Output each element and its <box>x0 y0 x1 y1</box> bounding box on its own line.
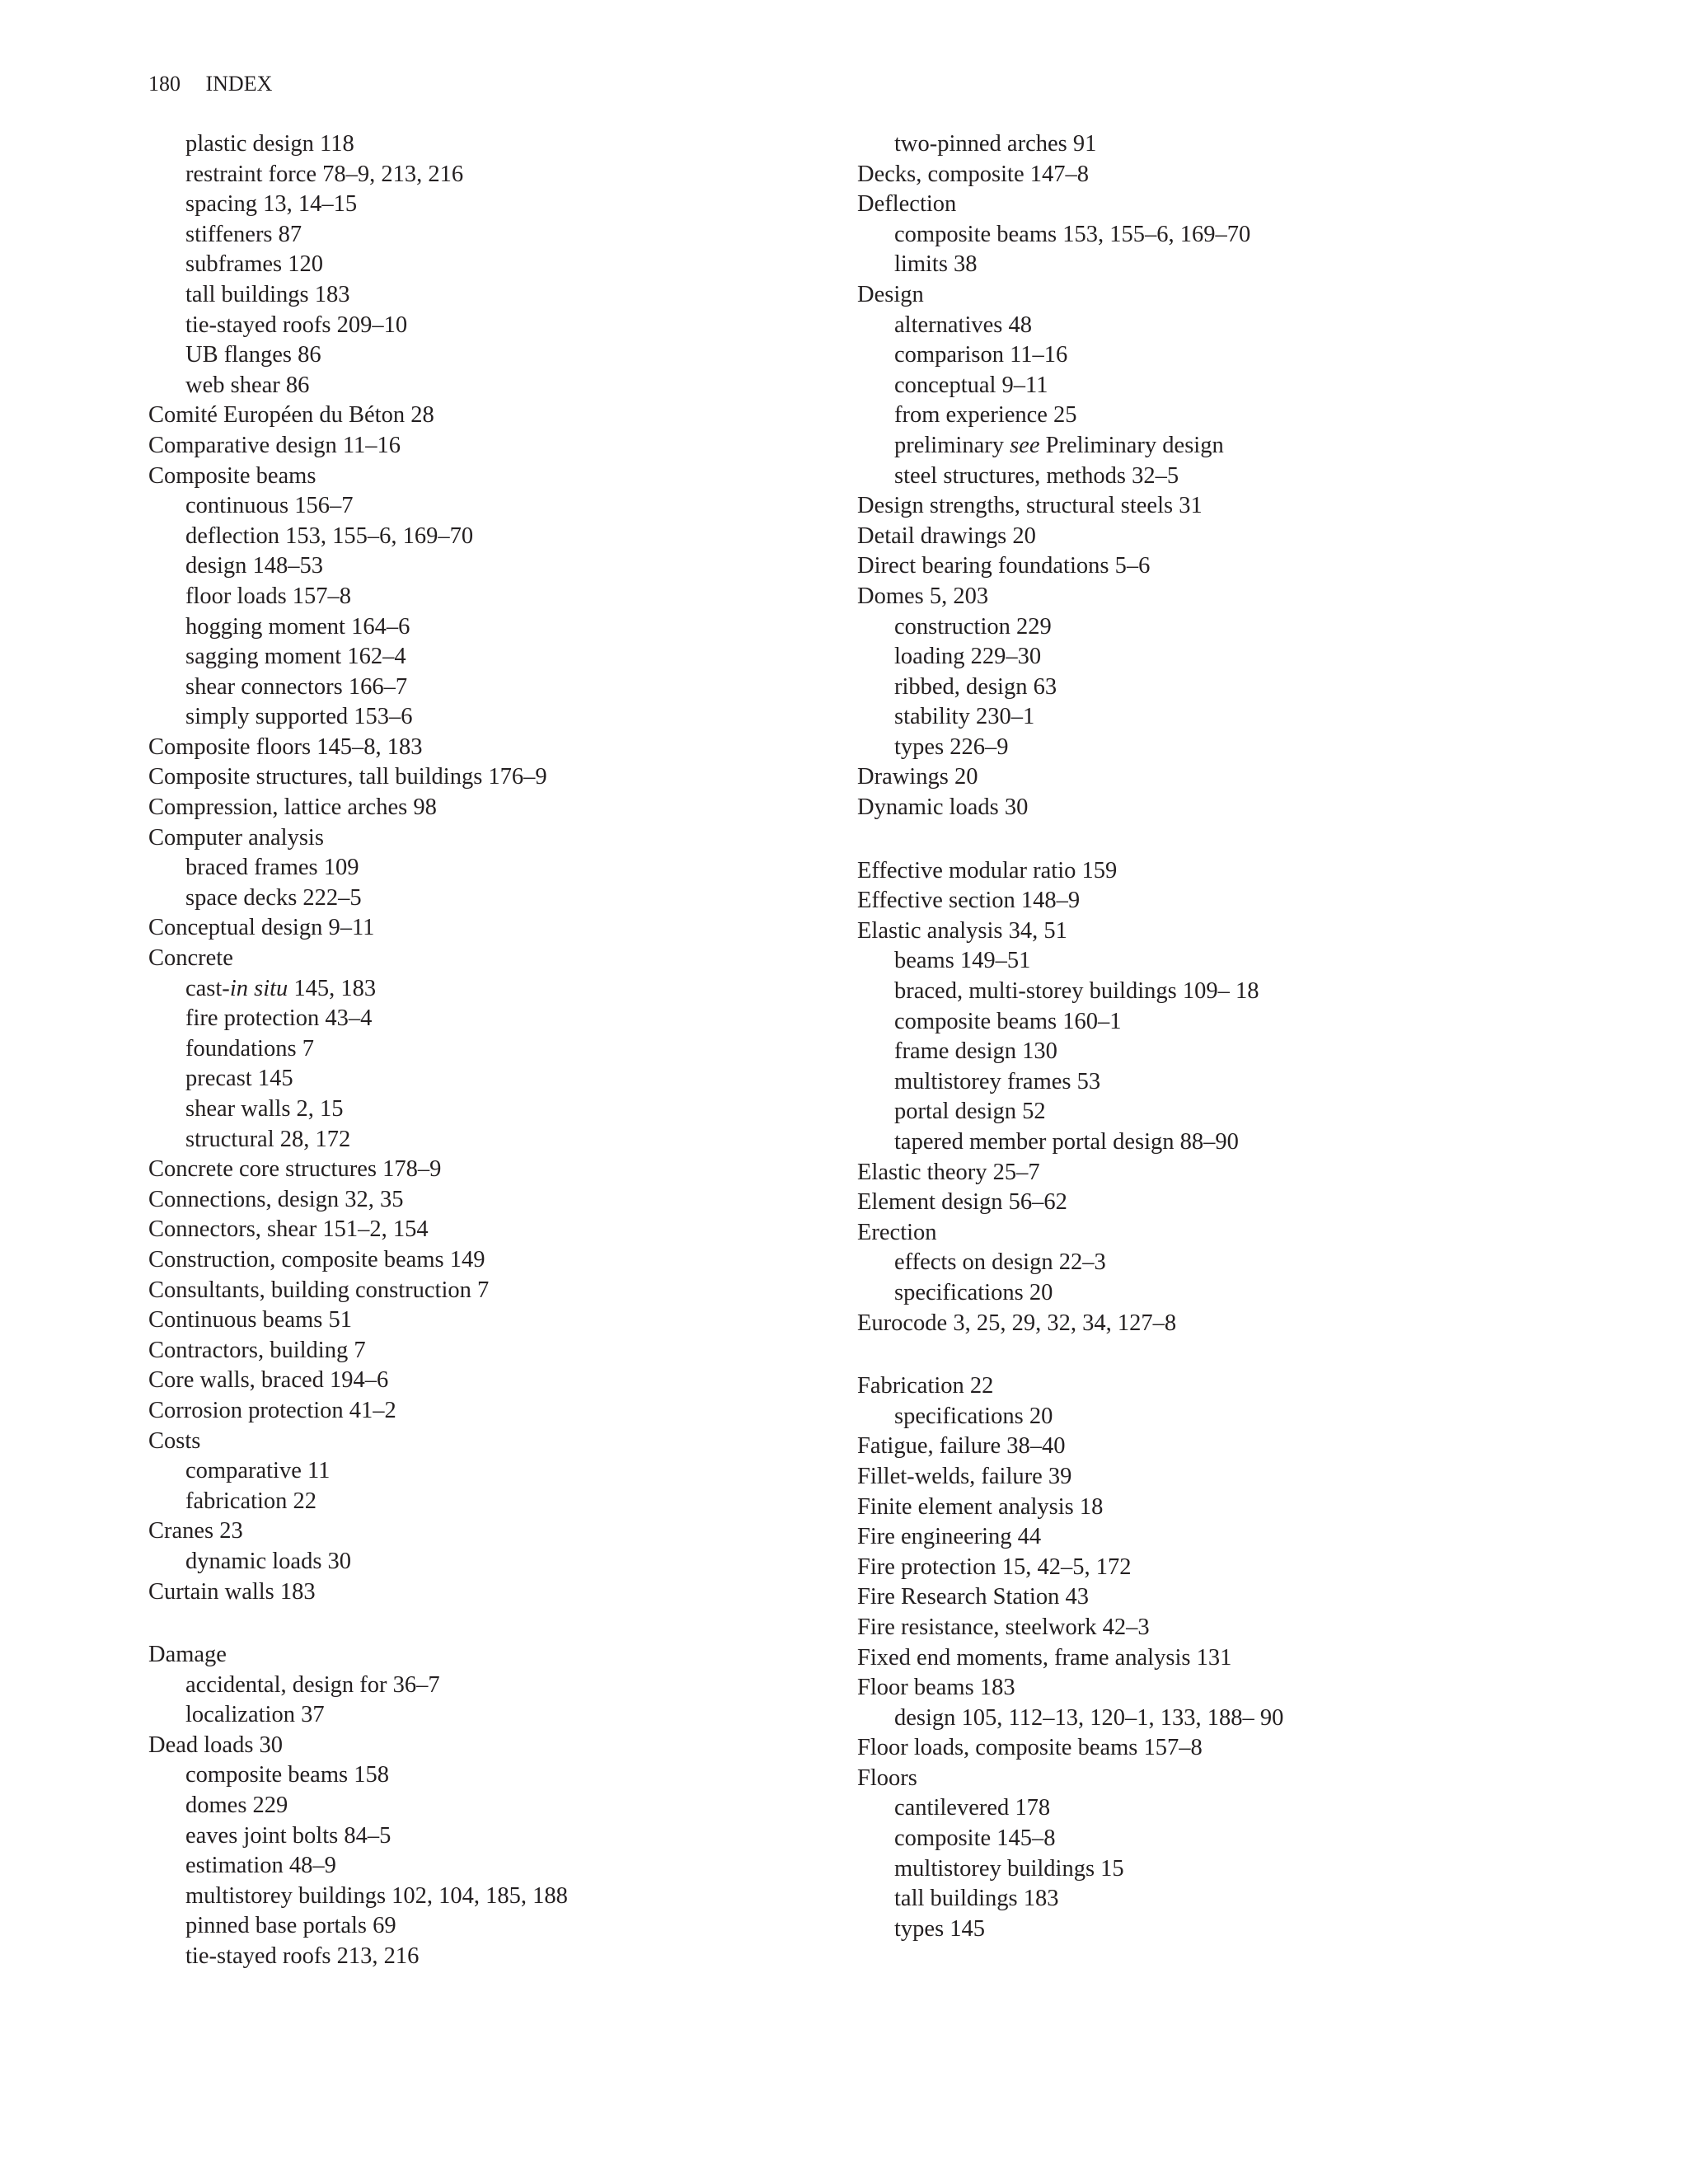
entry-text: plastic design 118 <box>185 131 354 157</box>
index-entry <box>857 522 1533 552</box>
running-header <box>148 69 272 99</box>
entry-text: UB flanges 86 <box>185 342 321 368</box>
index-subentry <box>857 1793 1533 1824</box>
index-entry <box>148 793 824 823</box>
index-entry <box>857 1188 1533 1218</box>
index-subentry <box>148 1821 824 1852</box>
index-subentry <box>857 250 1533 280</box>
entry-text: Deflection <box>857 191 957 218</box>
index-subentry <box>148 1942 824 1972</box>
index-entry <box>857 1522 1533 1553</box>
entry-text: tie-stayed roofs 213, 216 <box>185 1943 420 1970</box>
index-entry <box>857 582 1533 612</box>
index-entry <box>857 762 1533 793</box>
entry-text: Detail drawings 20 <box>857 523 1036 549</box>
index-entry <box>148 1245 824 1276</box>
index-entry <box>857 916 1533 947</box>
entry-text: Elastic theory 25–7 <box>857 1159 1040 1185</box>
index-entry <box>857 1613 1533 1643</box>
index-entry <box>148 401 824 431</box>
entry-text: Connections, design 32, 35 <box>148 1186 404 1212</box>
entry-text: Element design 56–62 <box>857 1189 1067 1216</box>
entry-text: structural 28, 172 <box>185 1126 351 1152</box>
entry-text: limits 38 <box>894 251 978 278</box>
entry-text-after: 145, 183 <box>288 975 377 1001</box>
entry-text: two-pinned arches 91 <box>894 131 1097 157</box>
entry-text: beams 149–51 <box>894 948 1031 974</box>
entry-text: Damage <box>148 1642 227 1668</box>
entry-text: design 148–53 <box>185 553 324 579</box>
index-entry <box>857 280 1533 311</box>
entry-text: accidental, design for 36–7 <box>185 1671 440 1698</box>
entry-text: loading 229–30 <box>894 644 1042 670</box>
index-subentry <box>148 129 824 160</box>
entry-text: Floors <box>857 1765 917 1791</box>
index-subentry <box>148 160 824 190</box>
entry-text: Dynamic loads 30 <box>857 794 1029 821</box>
entry-text: Domes 5, 203 <box>857 583 989 609</box>
entry-text: cantilevered 178 <box>894 1795 1051 1821</box>
entry-text: Erection <box>857 1219 937 1245</box>
entry-text: braced frames 109 <box>185 855 359 881</box>
index-subentry <box>148 1034 824 1065</box>
index-subentry <box>148 612 824 643</box>
index-subentry <box>148 974 824 1005</box>
index-entry <box>857 1733 1533 1764</box>
entry-text: estimation 48–9 <box>185 1853 336 1879</box>
entry-text: deflection 153, 155–6, 169–70 <box>185 523 474 549</box>
index-subentry <box>148 220 824 251</box>
entry-text: Composite structures, tall buildings 176–9 <box>148 764 547 790</box>
index-subentry <box>148 1791 824 1821</box>
index-subentry <box>148 250 824 280</box>
index-subentry <box>148 1882 824 1912</box>
index-subentry <box>148 1700 824 1731</box>
entry-text: Computer analysis <box>148 824 324 851</box>
index-subentry <box>857 1278 1533 1309</box>
index-entry <box>148 1276 824 1306</box>
index-entry <box>857 1371 1533 1402</box>
entry-text: multistorey frames 53 <box>894 1068 1101 1094</box>
index-subentry <box>857 1037 1533 1067</box>
entry-text: restraint force 78–9, 213, 216 <box>185 161 464 187</box>
entry-text: Costs <box>148 1427 201 1454</box>
entry-text: conceptual 9–11 <box>894 372 1048 398</box>
entry-text: braced, multi-storey buildings 109– 18 <box>894 978 1259 1005</box>
entry-italic-text: in situ <box>229 975 288 1001</box>
index-subentry <box>148 642 824 673</box>
entry-text: composite beams 153, 155–6, 169–70 <box>894 221 1251 247</box>
letter-group-gap <box>148 1607 824 1640</box>
index-entry <box>148 1185 824 1216</box>
entry-text: Contractors, building 7 <box>148 1337 366 1363</box>
index-entry <box>148 1155 824 1185</box>
index-entry <box>148 1731 824 1761</box>
index-entry <box>857 1582 1533 1613</box>
entry-text: Design strengths, structural steels 31 <box>857 493 1203 519</box>
entry-text: Compression, lattice arches 98 <box>148 794 437 821</box>
index-subentry <box>857 1007 1533 1038</box>
index-entry <box>148 1577 824 1608</box>
entry-text: Fire engineering 44 <box>857 1524 1042 1550</box>
entry-text: hogging moment 164–6 <box>185 613 410 640</box>
entry-text: Effective modular ratio 159 <box>857 857 1118 883</box>
index-entry <box>148 1305 824 1336</box>
entry-italic-text: see <box>1010 432 1040 458</box>
index-entry <box>148 431 824 462</box>
entry-text: construction 229 <box>894 613 1052 640</box>
index-subentry <box>857 977 1533 1007</box>
index-subentry <box>148 1911 824 1942</box>
entry-text: web shear 86 <box>185 372 310 398</box>
entry-text: Floor beams 183 <box>857 1675 1015 1701</box>
entry-text: Fixed end moments, frame analysis 131 <box>857 1644 1232 1671</box>
index-subentry <box>857 642 1533 673</box>
index-subentry <box>148 673 824 703</box>
index-subentry <box>857 401 1533 431</box>
entry-text: eaves joint bolts 84–5 <box>185 1822 392 1849</box>
index-entry <box>857 1462 1533 1493</box>
entry-text: space decks 222–5 <box>185 884 362 911</box>
entry-text: simply supported 153–6 <box>185 704 413 730</box>
index-subentry <box>857 1704 1533 1734</box>
index-entry <box>148 944 824 974</box>
entry-text: design 105, 112–13, 120–1, 133, 188– 90 <box>894 1704 1284 1731</box>
entry-text: Fire resistance, steelwork 42–3 <box>857 1614 1150 1640</box>
index-entry <box>857 160 1533 190</box>
index-entry <box>148 1516 824 1547</box>
entry-text: Effective section 148–9 <box>857 888 1081 914</box>
index-subentry <box>148 190 824 220</box>
entry-text: multistorey buildings 15 <box>894 1855 1124 1882</box>
entry-text: Fatigue, failure 38–40 <box>857 1433 1066 1460</box>
index-subentry <box>148 1671 824 1701</box>
entry-text: Conceptual design 9–11 <box>148 915 375 941</box>
entry-text: Dead loads 30 <box>148 1732 284 1758</box>
entry-text: steel structures, methods 32–5 <box>894 462 1179 489</box>
letter-group-gap <box>857 823 1533 856</box>
index-subentry <box>148 551 824 582</box>
entry-text: spacing 13, 14–15 <box>185 191 358 218</box>
index-subentry <box>857 612 1533 643</box>
index-subentry <box>857 1248 1533 1278</box>
entry-text: types 145 <box>894 1915 986 1942</box>
index-subentry <box>148 311 824 341</box>
index-subentry <box>857 1915 1533 1945</box>
index-subentry <box>148 1456 824 1487</box>
index-entry <box>148 1336 824 1366</box>
index-subentry <box>857 129 1533 160</box>
index-subentry <box>857 220 1533 251</box>
entry-text: preliminary <box>894 432 1010 458</box>
entry-text: Drawings 20 <box>857 764 978 790</box>
entry-text: Corrosion protection 41–2 <box>148 1397 396 1423</box>
entry-text: fabrication 22 <box>185 1488 317 1514</box>
index-subentry <box>148 1064 824 1094</box>
index-subentry <box>857 673 1533 703</box>
index-subentry <box>148 1760 824 1791</box>
entry-text: sagging moment 162–4 <box>185 644 406 670</box>
entry-text: Comparative design 11–16 <box>148 432 401 458</box>
entry-text-after: Preliminary design <box>1039 432 1224 458</box>
entry-text: Curtain walls 183 <box>148 1578 316 1605</box>
index-subentry <box>148 1004 824 1034</box>
index-entry <box>148 1366 824 1396</box>
index-subentry <box>148 340 824 371</box>
index-entry <box>148 823 824 854</box>
entry-text: Construction, composite beams 149 <box>148 1246 485 1272</box>
entry-text: tall buildings 183 <box>894 1886 1059 1912</box>
index-column-left <box>148 129 824 1972</box>
entry-text: Core walls, braced 194–6 <box>148 1367 389 1394</box>
entry-text: cast- <box>185 975 230 1001</box>
entry-text: Decks, composite 147–8 <box>857 161 1089 187</box>
entry-text: Finite element analysis 18 <box>857 1493 1104 1520</box>
index-subentry <box>148 1125 824 1155</box>
index-subentry <box>857 462 1533 492</box>
index-entry <box>857 1309 1533 1339</box>
index-subentry <box>857 371 1533 401</box>
entry-text: frame design 130 <box>894 1038 1057 1065</box>
index-entry <box>148 462 824 492</box>
entry-text: composite beams 160–1 <box>894 1008 1122 1034</box>
index-subentry <box>148 491 824 522</box>
index-subentry <box>857 1067 1533 1098</box>
index-subentry <box>857 431 1533 462</box>
entry-text: types 226–9 <box>894 733 1009 760</box>
index-entry <box>148 762 824 793</box>
entry-text: Concrete core structures 178–9 <box>148 1156 442 1183</box>
entry-text: dynamic loads 30 <box>185 1548 352 1574</box>
entry-text: Fire Research Station 43 <box>857 1584 1089 1610</box>
index-entry <box>857 856 1533 887</box>
index-subentry <box>148 1547 824 1577</box>
letter-group-gap <box>857 1338 1533 1371</box>
index-subentry <box>857 340 1533 371</box>
index-subentry <box>148 1487 824 1517</box>
index-entry <box>857 1493 1533 1523</box>
entry-text: Direct bearing foundations 5–6 <box>857 553 1151 579</box>
index-entry <box>148 913 824 944</box>
index-subentry <box>857 702 1533 733</box>
entry-text: shear connectors 166–7 <box>185 673 408 700</box>
index-subentry <box>857 1402 1533 1432</box>
index-entry <box>148 1396 824 1427</box>
page-number: 180 <box>148 72 181 96</box>
entry-text: domes 229 <box>185 1793 288 1819</box>
entry-text: shear walls 2, 15 <box>185 1096 344 1122</box>
entry-text: Eurocode 3, 25, 29, 32, 34, 127–8 <box>857 1310 1177 1336</box>
index-entry <box>857 491 1533 522</box>
entry-text: Continuous beams 51 <box>148 1307 352 1333</box>
index-entry <box>857 886 1533 916</box>
entry-text: continuous 156–7 <box>185 493 354 519</box>
index-subentry <box>148 1094 824 1125</box>
entry-text: specifications 20 <box>894 1403 1053 1429</box>
entry-text: composite 145–8 <box>894 1825 1056 1852</box>
index-subentry <box>857 311 1533 341</box>
entry-text: Design <box>857 281 924 307</box>
entry-text: subframes 120 <box>185 251 324 278</box>
index-entry <box>857 1673 1533 1704</box>
index-entry <box>148 1215 824 1245</box>
entry-text: comparison 11–16 <box>894 342 1068 368</box>
index-subentry <box>857 1824 1533 1854</box>
entry-text: specifications 20 <box>894 1279 1053 1305</box>
index-subentry <box>857 1097 1533 1127</box>
index-subentry <box>148 522 824 552</box>
index-subentry <box>148 371 824 401</box>
entry-text: comparative 11 <box>185 1458 331 1484</box>
entry-text: stability 230–1 <box>894 704 1035 730</box>
entry-text: effects on design 22–3 <box>894 1249 1106 1276</box>
entry-text: localization 37 <box>185 1702 325 1728</box>
index-entry <box>857 1764 1533 1794</box>
entry-text: Fabrication 22 <box>857 1373 994 1399</box>
entry-text: tall buildings 183 <box>185 281 350 307</box>
index-entry <box>857 793 1533 823</box>
entry-text: Connectors, shear 151–2, 154 <box>148 1216 429 1243</box>
index-subentry <box>857 1127 1533 1158</box>
index-entry <box>857 1432 1533 1462</box>
entry-text: portal design 52 <box>894 1099 1046 1125</box>
entry-text: foundations 7 <box>185 1035 314 1062</box>
index-subentry <box>148 280 824 311</box>
entry-text: Composite beams <box>148 462 316 489</box>
index-entry <box>857 1553 1533 1583</box>
entry-text: precast 145 <box>185 1066 293 1092</box>
entry-text: pinned base portals 69 <box>185 1913 396 1939</box>
entry-text: fire protection 43–4 <box>185 1005 373 1032</box>
index-subentry <box>857 1854 1533 1885</box>
index-subentry <box>148 702 824 733</box>
index-entry <box>857 190 1533 220</box>
entry-text: ribbed, design 63 <box>894 673 1057 700</box>
entry-text: Cranes 23 <box>148 1518 243 1544</box>
index-entry <box>148 733 824 763</box>
entry-text: tapered member portal design 88–90 <box>894 1129 1239 1155</box>
entry-text: Comité Européen du Béton 28 <box>148 402 434 429</box>
entry-text: Fillet-welds, failure 39 <box>857 1463 1072 1489</box>
index-subentry <box>148 582 824 612</box>
index-subentry <box>857 1884 1533 1915</box>
entry-text: tie-stayed roofs 209–10 <box>185 312 408 338</box>
entry-text: floor loads 157–8 <box>185 583 352 609</box>
index-column-right <box>857 129 1533 1944</box>
entry-text: multistorey buildings 102, 104, 185, 188 <box>185 1882 568 1909</box>
entry-text: Elastic analysis 34, 51 <box>857 917 1067 944</box>
entry-text: stiffeners 87 <box>185 221 302 247</box>
entry-text: Floor loads, composite beams 157–8 <box>857 1735 1203 1761</box>
entry-text: from experience 25 <box>894 402 1077 429</box>
index-subentry <box>148 883 824 914</box>
index-entry <box>148 1640 824 1671</box>
entry-text: Concrete <box>148 945 233 972</box>
index-subentry <box>148 853 824 883</box>
section-title: INDEX <box>205 72 273 96</box>
entry-text: composite beams 158 <box>185 1762 389 1788</box>
index-subentry <box>148 1851 824 1882</box>
entry-text: alternatives 48 <box>894 312 1032 338</box>
index-entry <box>148 1427 824 1457</box>
index-entry <box>857 1643 1533 1674</box>
index-subentry <box>857 733 1533 763</box>
entry-text: Fire protection 15, 42–5, 172 <box>857 1554 1132 1580</box>
index-entry <box>857 551 1533 582</box>
index-entry <box>857 1218 1533 1249</box>
index-subentry <box>857 946 1533 977</box>
entry-text: Consultants, building construction 7 <box>148 1277 490 1303</box>
entry-text: Composite floors 145–8, 183 <box>148 733 423 760</box>
index-entry <box>857 1158 1533 1188</box>
